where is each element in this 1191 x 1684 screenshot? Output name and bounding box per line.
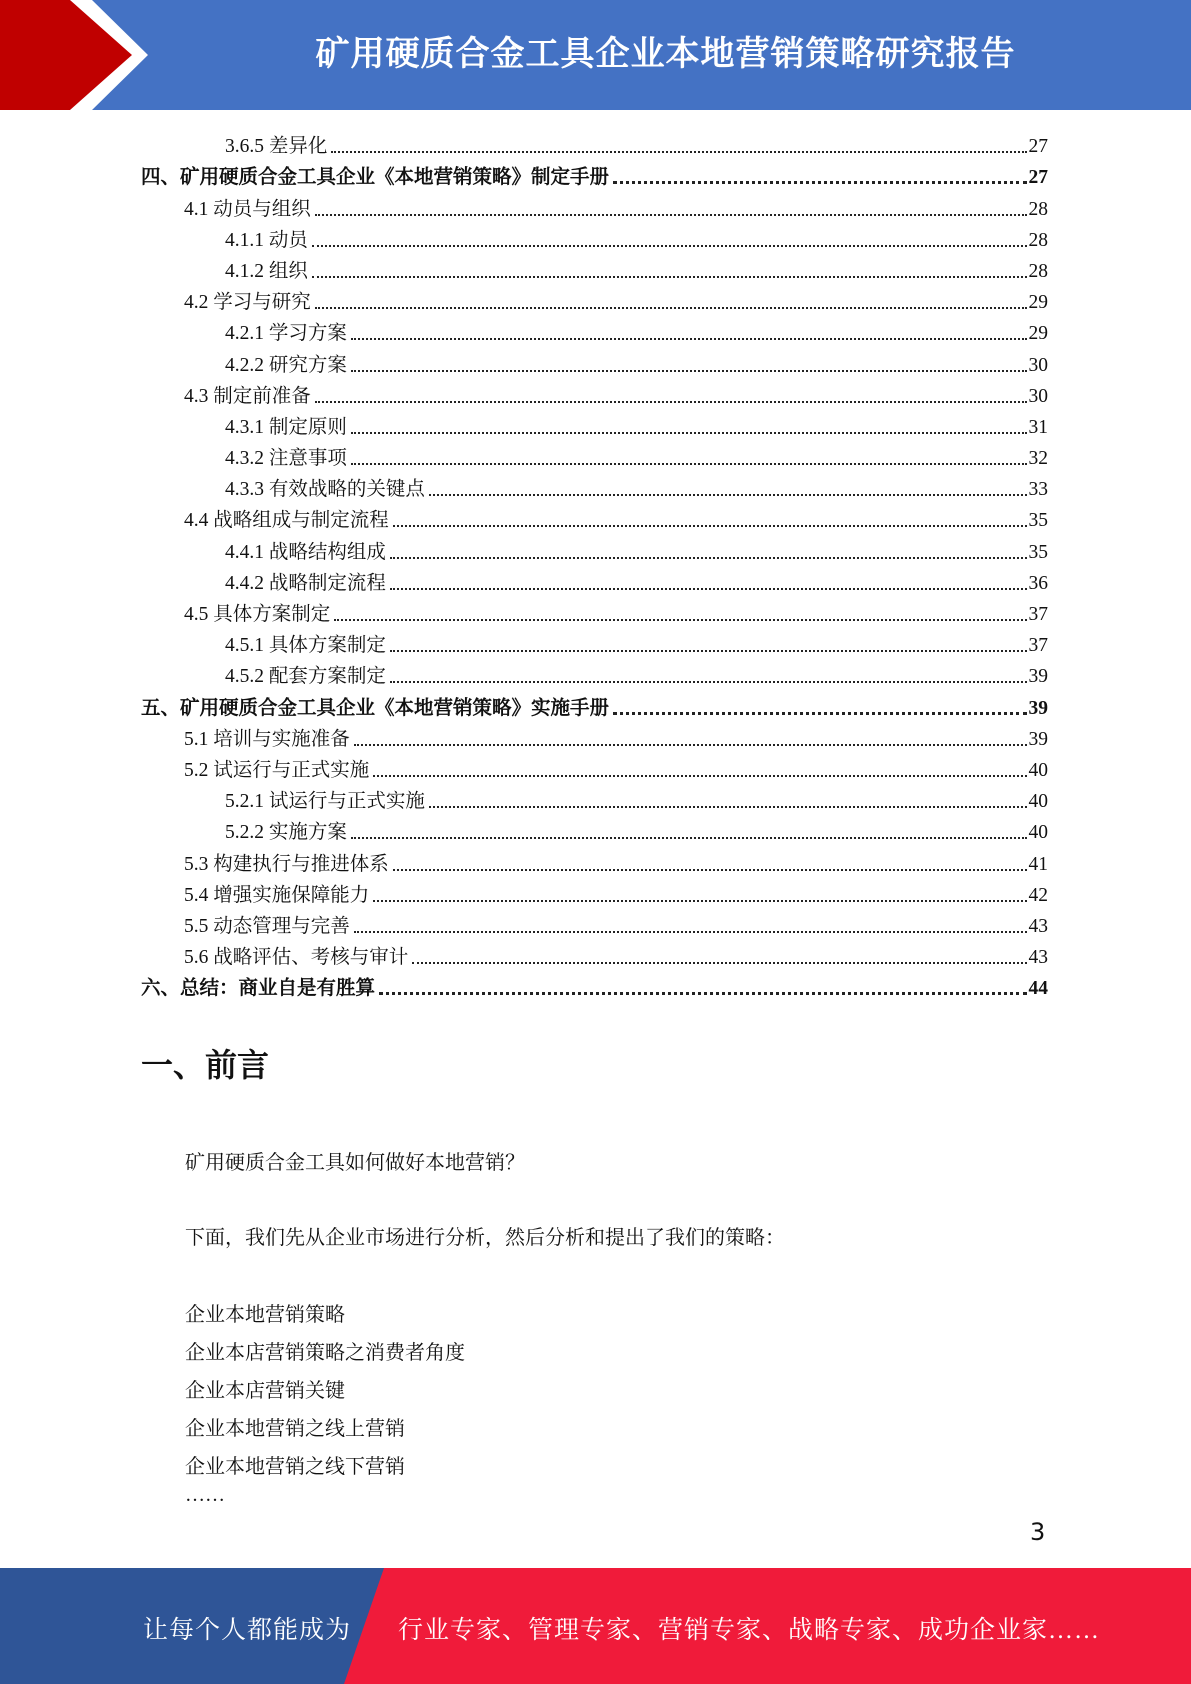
- toc-entry[interactable]: [141, 222, 1048, 253]
- page-number: 3: [1030, 1518, 1046, 1546]
- toc-entry[interactable]: [141, 159, 1048, 190]
- toc-entry[interactable]: [141, 471, 1048, 502]
- toc-entry-page: 27: [1028, 167, 1048, 189]
- table-of-contents: [141, 128, 1048, 1001]
- toc-entry-label: 4.1 动员与组织: [184, 198, 311, 220]
- toc-entry[interactable]: [141, 533, 1048, 564]
- toc-dot-leader: [312, 245, 1027, 247]
- toc-entry-page: 35: [1028, 541, 1048, 563]
- toc-entry-page: 31: [1028, 416, 1048, 438]
- toc-entry[interactable]: [141, 845, 1048, 876]
- toc-entry-label: 4.5.1 具体方案制定: [225, 635, 386, 657]
- toc-entry-page: 39: [1028, 728, 1048, 750]
- toc-entry-label: 4.3 制定前准备: [184, 385, 311, 407]
- toc-dot-leader: [331, 151, 1026, 153]
- toc-entry[interactable]: [141, 128, 1048, 159]
- toc-entry-label: 5.5 动态管理与完善: [184, 915, 350, 937]
- toc-entry[interactable]: [141, 284, 1048, 315]
- toc-entry[interactable]: [141, 689, 1048, 720]
- toc-dot-leader: [351, 432, 1027, 434]
- toc-entry-page: 29: [1028, 292, 1048, 314]
- toc-entry-label: 5.2.2 实施方案: [225, 822, 347, 844]
- toc-dot-leader: [390, 588, 1027, 590]
- toc-dot-leader: [429, 494, 1027, 496]
- toc-dot-leader: [373, 900, 1026, 902]
- toc-entry[interactable]: [141, 502, 1048, 533]
- toc-entry-page: 30: [1028, 354, 1048, 376]
- toc-entry[interactable]: [141, 409, 1048, 440]
- toc-entry[interactable]: [141, 346, 1048, 377]
- toc-entry-page: 36: [1028, 572, 1048, 594]
- toc-entry-page: 33: [1028, 479, 1048, 501]
- toc-dot-leader: [351, 370, 1027, 372]
- toc-entry-label: 3.6.5 差异化: [225, 136, 328, 158]
- toc-entry-page: 37: [1028, 635, 1048, 657]
- toc-entry[interactable]: [141, 253, 1048, 284]
- page-footer: [0, 1568, 1191, 1684]
- toc-entry[interactable]: [141, 440, 1048, 471]
- toc-entry-page: 43: [1028, 947, 1048, 969]
- toc-entry-page: 28: [1028, 260, 1048, 282]
- toc-entry[interactable]: [141, 596, 1048, 627]
- toc-dot-leader: [351, 463, 1027, 465]
- toc-entry-page: 32: [1028, 448, 1048, 470]
- toc-entry-page: 28: [1028, 229, 1048, 251]
- toc-entry-page: 40: [1028, 822, 1048, 844]
- toc-entry-label: 5.2.1 试运行与正式实施: [225, 791, 425, 813]
- toc-entry-label: 4.3.1 制定原则: [225, 416, 347, 438]
- toc-entry-label: 4.3.2 注意事项: [225, 448, 347, 470]
- toc-entry[interactable]: [141, 627, 1048, 658]
- toc-entry-label: 4.2 学习与研究: [184, 292, 311, 314]
- toc-dot-leader: [613, 181, 1026, 184]
- strategy-item: 企业本地营销之线上营销: [185, 1418, 405, 1440]
- toc-dot-leader: [613, 712, 1026, 715]
- footer-slogan-right: 行业专家、管理专家、营销专家、战略专家、成功企业家……: [398, 1617, 1101, 1644]
- toc-entry-label: 4.5.2 配套方案制定: [225, 666, 386, 688]
- toc-dot-leader: [390, 650, 1027, 652]
- toc-entry[interactable]: [141, 783, 1048, 814]
- toc-entry-page: 42: [1028, 884, 1048, 906]
- toc-entry-page: 30: [1028, 385, 1048, 407]
- toc-entry[interactable]: [141, 814, 1048, 845]
- header-title: 矿用硬质合金工具企业本地营销策略研究报告: [315, 34, 1016, 74]
- toc-entry-label: 4.1.1 动员: [225, 229, 308, 251]
- intro-question: 矿用硬质合金工具如何做好本地营销？: [185, 1152, 525, 1174]
- toc-dot-leader: [393, 525, 1027, 527]
- toc-entry-label: 5.3 构建执行与推进体系: [184, 853, 389, 875]
- toc-entry-page: 35: [1028, 510, 1048, 532]
- toc-entry-label: 六、总结：商业自是有胜算: [141, 978, 376, 1000]
- toc-dot-leader: [354, 931, 1027, 933]
- toc-entry-label: 4.4.2 战略制定流程: [225, 572, 386, 594]
- ellipsis-item: ……: [185, 1484, 225, 1506]
- toc-dot-leader: [351, 338, 1027, 340]
- toc-entry-label: 4.4.1 战略结构组成: [225, 541, 386, 563]
- toc-dot-leader: [390, 681, 1027, 683]
- toc-entry-label: 4.5 具体方案制定: [184, 604, 331, 625]
- toc-dot-leader: [429, 806, 1027, 808]
- toc-entry[interactable]: [141, 721, 1048, 752]
- toc-entry[interactable]: [141, 877, 1048, 908]
- toc-dot-leader: [351, 837, 1027, 839]
- toc-dot-leader: [354, 744, 1027, 746]
- toc-entry[interactable]: [141, 658, 1048, 689]
- toc-dot-leader: [334, 619, 1026, 621]
- toc-entry-page: 40: [1028, 791, 1048, 813]
- toc-entry[interactable]: [141, 939, 1048, 970]
- toc-entry-page: 37: [1028, 604, 1048, 625]
- toc-entry[interactable]: [141, 565, 1048, 596]
- toc-entry[interactable]: [141, 190, 1048, 221]
- toc-entry-page: 28: [1028, 198, 1048, 220]
- toc-entry-label: 4.1.2 组织: [225, 260, 308, 282]
- toc-entry-page: 29: [1028, 323, 1048, 345]
- toc-dot-leader: [315, 307, 1027, 309]
- toc-entry-label: 5.4 增强实施保障能力: [184, 884, 370, 906]
- intro-statement: 下面，我们先从企业市场进行分析，然后分析和提出了我们的策略：: [185, 1227, 785, 1249]
- toc-entry-page: 39: [1028, 666, 1048, 688]
- toc-entry-label: 四、矿用硬质合金工具企业《本地营销策略》制定手册: [141, 167, 610, 189]
- toc-dot-leader: [315, 401, 1027, 403]
- toc-entry-label: 4.4 战略组成与制定流程: [184, 510, 389, 532]
- toc-entry-page: 44: [1028, 978, 1048, 1000]
- toc-entry-label: 5.1 培训与实施准备: [184, 728, 350, 750]
- toc-entry[interactable]: [141, 378, 1048, 409]
- page-header: [0, 0, 1191, 110]
- toc-entry-page: 27: [1028, 136, 1048, 158]
- toc-entry[interactable]: [141, 315, 1048, 346]
- strategy-item: 企业本地营销之线下营销: [185, 1456, 405, 1478]
- toc-entry-label: 4.2.1 学习方案: [225, 323, 347, 345]
- toc-dot-leader: [315, 214, 1027, 216]
- toc-dot-leader: [373, 775, 1026, 777]
- strategy-item: 企业本店营销策略之消费者角度: [185, 1342, 465, 1364]
- toc-dot-leader: [312, 276, 1027, 278]
- toc-dot-leader: [390, 557, 1027, 559]
- footer-slogan-left: 让每个人都能成为: [143, 1617, 352, 1644]
- toc-dot-leader: [393, 869, 1027, 871]
- section-heading: 一、前言: [141, 1046, 270, 1084]
- toc-dot-leader: [412, 962, 1026, 964]
- toc-entry-label: 五、矿用硬质合金工具企业《本地营销策略》实施手册: [141, 697, 610, 719]
- strategy-item: 企业本店营销关键: [185, 1380, 345, 1402]
- toc-entry-page: 41: [1028, 853, 1048, 875]
- toc-entry-page: 40: [1028, 759, 1048, 781]
- toc-entry[interactable]: [141, 908, 1048, 939]
- strategy-item: 企业本地营销策略: [185, 1304, 345, 1326]
- toc-entry-page: 39: [1028, 697, 1048, 719]
- toc-entry-label: 4.2.2 研究方案: [225, 354, 347, 376]
- toc-dot-leader: [379, 992, 1026, 995]
- toc-entry-label: 5.2 试运行与正式实施: [184, 759, 370, 781]
- toc-entry[interactable]: [141, 752, 1048, 783]
- toc-entry[interactable]: [141, 970, 1048, 1001]
- toc-entry-label: 4.3.3 有效战略的关键点: [225, 479, 425, 501]
- toc-entry-label: 5.6 战略评估、考核与审计: [184, 947, 409, 969]
- toc-entry-page: 43: [1028, 915, 1048, 937]
